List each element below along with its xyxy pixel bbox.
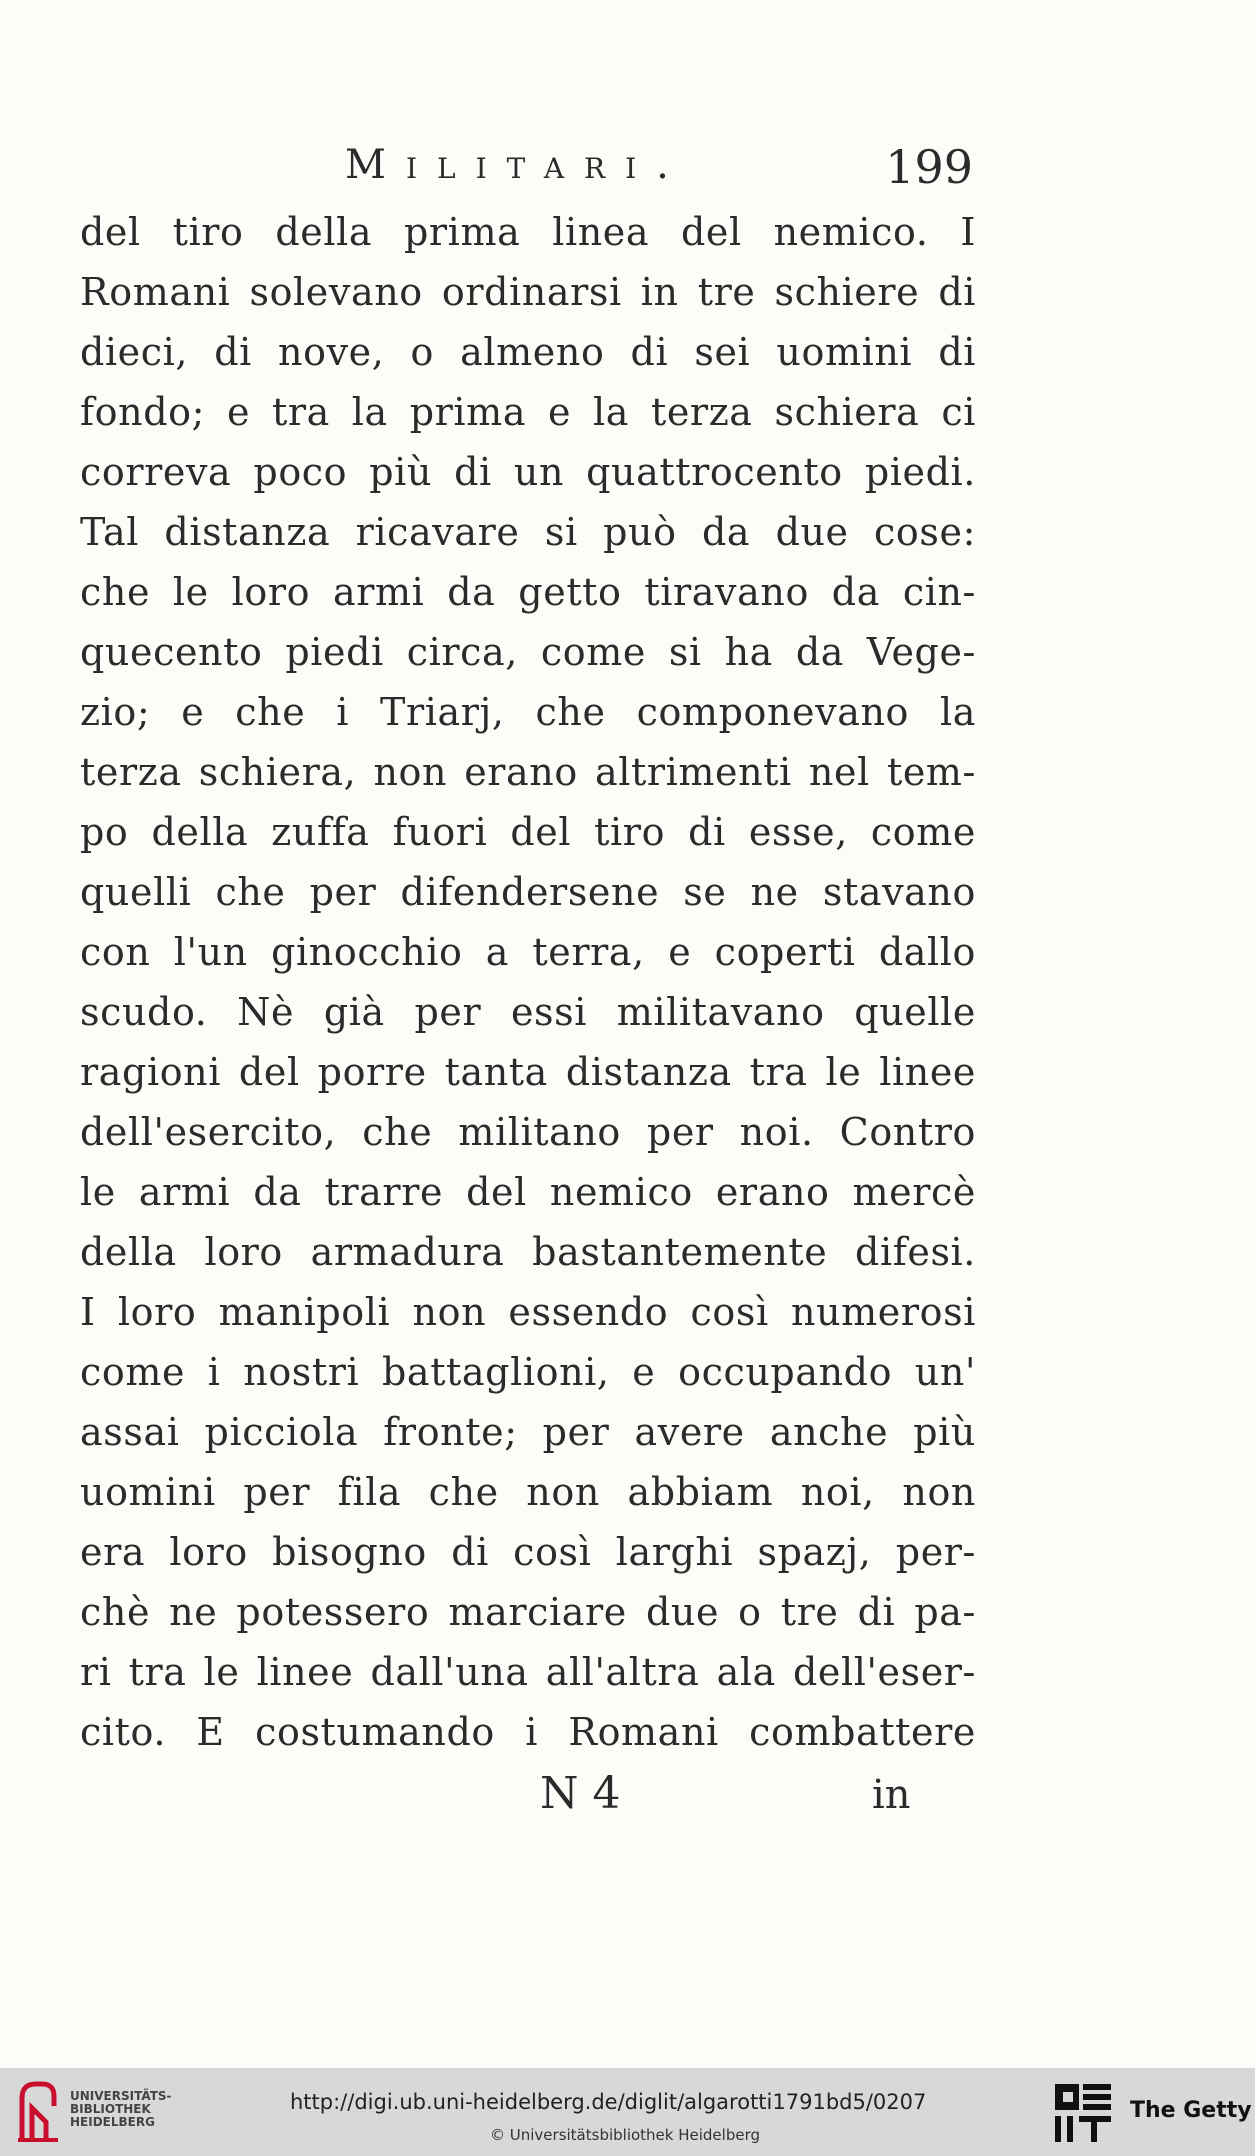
copyright-notice: © Universitätsbibliothek Heidelberg bbox=[490, 2126, 761, 2144]
text-line: le armi da trarre del nemico erano mercè bbox=[80, 1170, 976, 1214]
text-line: zio; e che i Triarj, che componevano la bbox=[80, 690, 976, 734]
body-text bbox=[80, 202, 976, 1762]
catchword: in bbox=[872, 1772, 911, 1818]
text-line: che le loro armi da getto tiravano da cin- bbox=[80, 570, 976, 614]
partner-name: The Getty bbox=[1130, 2098, 1252, 2123]
text-line: ragioni del porre tanta distanza tra le linee bbox=[80, 1050, 976, 1094]
text-line: chè ne potessero marciare due o tre di pa- bbox=[80, 1590, 976, 1634]
text-line: po della zuffa fuori del tiro di esse, come bbox=[80, 810, 976, 854]
running-head: Militari. bbox=[345, 142, 689, 188]
text-line: ri tra le linee dall'una all'altra ala dell'eser- bbox=[80, 1650, 976, 1694]
signature-mark: N 4 bbox=[540, 1768, 621, 1819]
text-line: era loro bisogno di così larghi spazj, per- bbox=[80, 1530, 976, 1574]
library-name-line: HEIDELBERG bbox=[70, 2115, 155, 2129]
library-name-line: UNIVERSITÄTS- bbox=[70, 2089, 172, 2103]
text-line: cito. E costumando i Romani combattere bbox=[80, 1710, 976, 1754]
text-line: Tal distanza ricavare si può da due cose: bbox=[80, 510, 976, 554]
getty-logo-icon bbox=[1055, 2084, 1111, 2142]
text-line: uomini per fila che non abbiam noi, non bbox=[80, 1470, 976, 1514]
text-line: correva poco più di un quattrocento piedi. bbox=[80, 450, 976, 494]
text-line: fondo; e tra la prima e la terza schiera ci bbox=[80, 390, 976, 434]
text-line: del tiro della prima linea del nemico. I bbox=[80, 210, 976, 254]
text-line: scudo. Nè già per essi militavano quelle bbox=[80, 990, 976, 1034]
viewer-footer bbox=[0, 2068, 1255, 2156]
text-line: dieci, di nove, o almeno di sei uomini di bbox=[80, 330, 976, 374]
text-line: della loro armadura bastantemente difesi. bbox=[80, 1230, 976, 1274]
text-line: come i nostri battaglioni, e occupando un' bbox=[80, 1350, 976, 1394]
text-line: I loro manipoli non essendo così numerosi bbox=[80, 1290, 976, 1334]
text-line: dell'esercito, che militano per noi. Contro bbox=[80, 1110, 976, 1154]
text-line: assai picciola fronte; per avere anche più bbox=[80, 1410, 976, 1454]
text-line: terza schiera, non erano altrimenti nel tem- bbox=[80, 750, 976, 794]
page-number: 199 bbox=[885, 140, 973, 194]
text-line: quecento piedi circa, come si ha da Vege- bbox=[80, 630, 976, 674]
university-library-logo-icon bbox=[14, 2078, 64, 2144]
text-line: Romani solevano ordinarsi in tre schiere di bbox=[80, 270, 976, 314]
library-name bbox=[70, 2090, 172, 2129]
text-line: con l'un ginocchio a terra, e coperti dallo bbox=[80, 930, 976, 974]
text-line: quelli che per difendersene se ne stavano bbox=[80, 870, 976, 914]
library-name-line: BIBLIOTHEK bbox=[70, 2102, 151, 2116]
permalink-url[interactable]: http://digi.ub.uni-heidelberg.de/diglit/algarotti1791bd5/0207 bbox=[290, 2090, 927, 2114]
